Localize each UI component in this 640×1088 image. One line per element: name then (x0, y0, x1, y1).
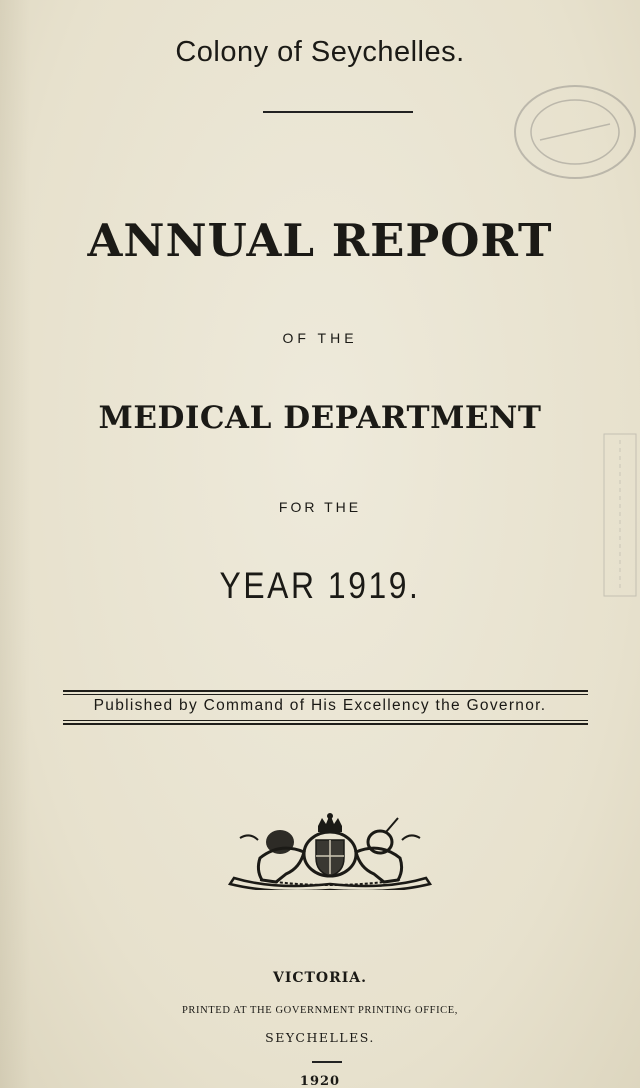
report-year: YEAR 1919. (219, 565, 421, 606)
colony-heading: Colony of Seychelles. (175, 36, 465, 68)
report-title-for-the: FOR THE (278, 499, 362, 515)
title-divider (263, 111, 413, 113)
imprint-location: SEYCHELLES. (265, 1030, 375, 1045)
lower-double-rule-thin (63, 720, 588, 721)
publication-authority: Published by Command of His Excellency the Governor. (93, 697, 547, 714)
library-stamp-icon (510, 80, 640, 190)
upper-double-rule (63, 690, 588, 692)
royal-coat-of-arms-icon (220, 808, 440, 890)
report-title-of-the: OF THE (282, 330, 358, 346)
imprint-printer: PRINTED AT THE GOVERNMENT PRINTING OFFICE, (181, 1005, 459, 1016)
department-title: MEDICAL DEPARTMENT (98, 400, 542, 436)
upper-double-rule-thin (63, 694, 588, 695)
report-title: ANNUAL REPORT (87, 214, 553, 267)
side-library-stamp-icon (600, 430, 640, 600)
imprint-place: VICTORIA. (272, 970, 368, 986)
imprint-year: 1920 (299, 1074, 341, 1088)
lower-double-rule (63, 723, 588, 725)
imprint-divider (312, 1061, 342, 1063)
